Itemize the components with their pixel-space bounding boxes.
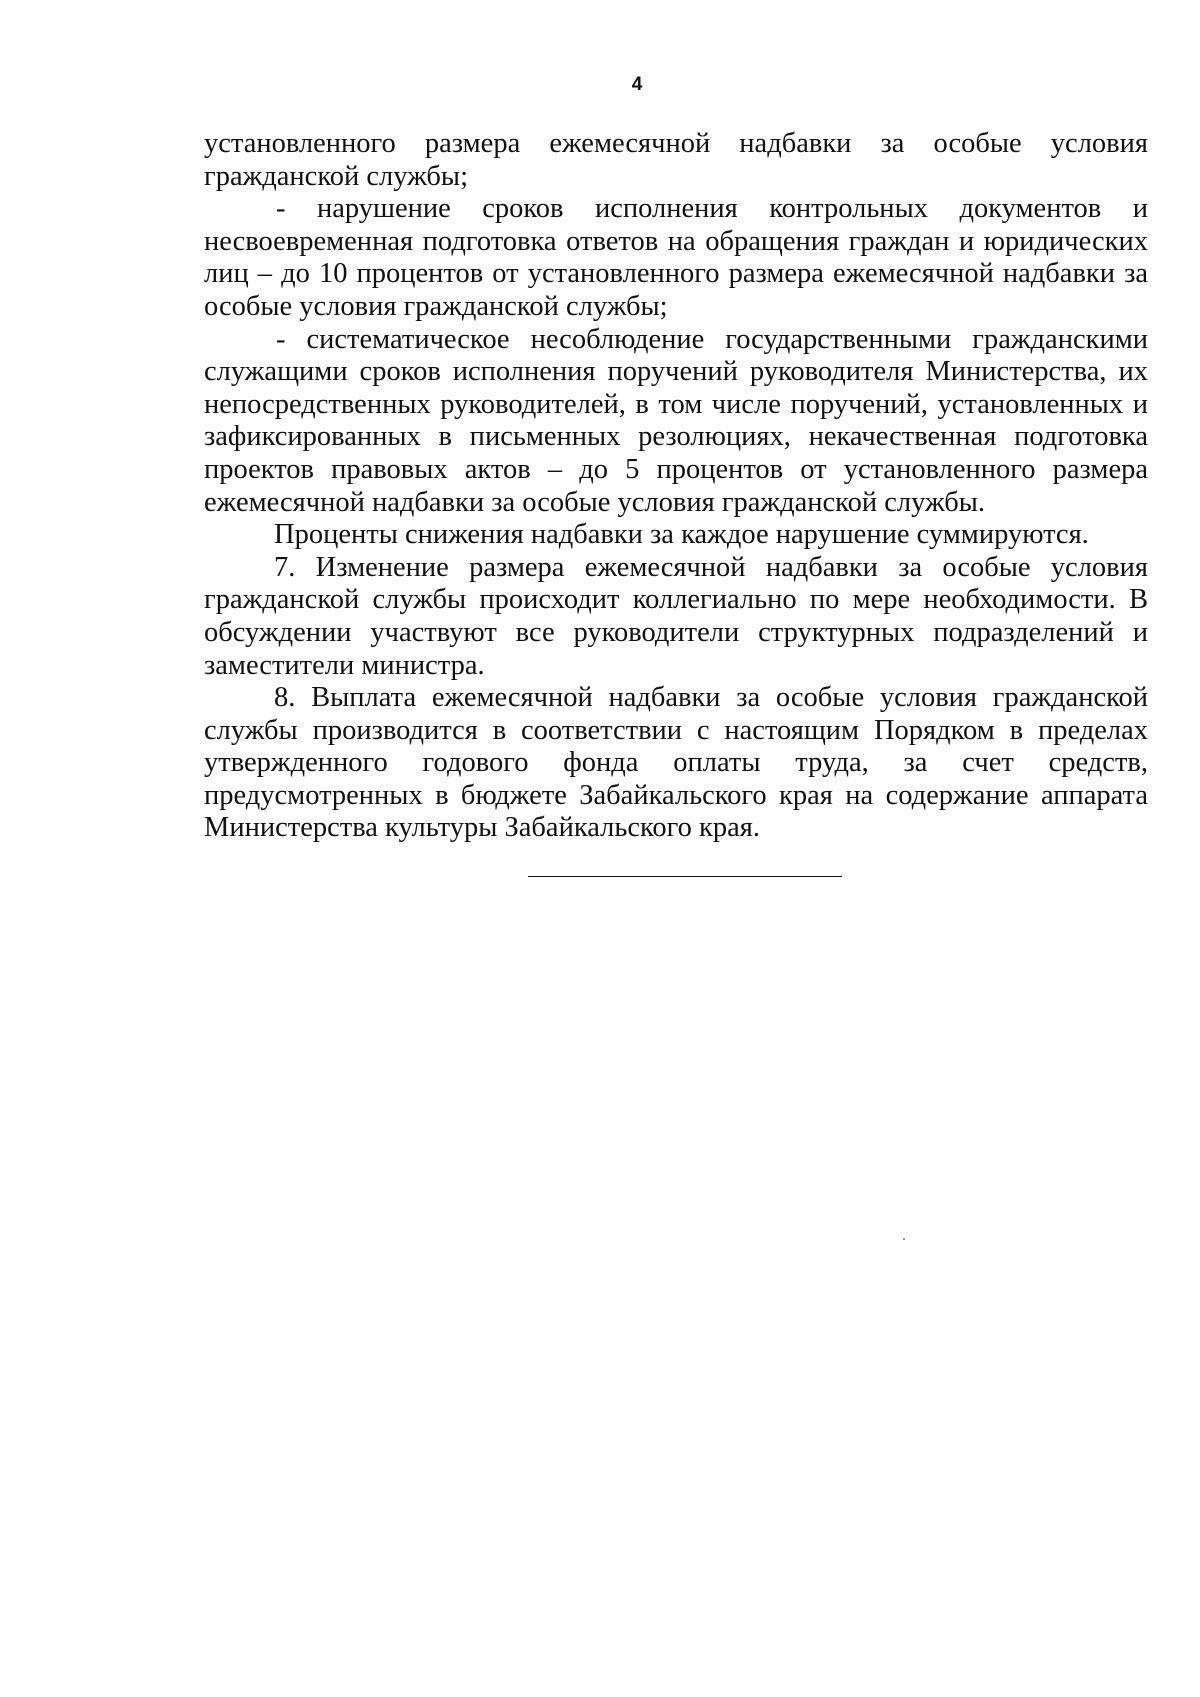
paragraph-item-7: 7. Изменение размера ежемесячной надбавки за особые условия гражданской службы происходит коллегиально по мере необходимости. В обсуждении участвуют все руководители структурных подразделений и заместители министра.	[204, 551, 1148, 681]
paragraph-percent-summation: Проценты снижения надбавки за каждое нарушение суммируются.	[274, 519, 1089, 551]
paragraph-item-8: 8. Выплата ежемесячной надбавки за особые условия гражданской службы производится в соответствии с настоящим Порядком в пределах утвержденного годового фонда оплаты труда, за счет средств, предусмотренных в бюджете Забайкальского края на содержание аппарата Министерства культуры Забайкальского края.	[204, 682, 1148, 844]
end-of-document-rule	[528, 876, 842, 877]
page-number-text: 4	[631, 74, 643, 95]
paragraph-continuation: установленного размера ежемесячной надбавки за особые условия гражданской службы;	[204, 128, 1148, 192]
paragraph-deadline-violation: - нарушение сроков исполнения контрольных документов и несвоевременная подготовка ответов на обращения граждан и юридических лиц – до 10 процентов от установленного размера ежемесячной надбавки за особые условия гражданской службы;	[204, 193, 1148, 322]
document-body	[204, 128, 1148, 845]
page-number	[74, 74, 1200, 96]
paragraph-systematic-violation: - систематическое несоблюдение государственными гражданскими служащими сроков исполнения поручений руководителя Министерства, их непосредственных руководителей, в том числе поручений, установленных и зафиксированных в письменных резолюциях, некачественная подготовка проектов правовых актов – до 5 процентов от установленного размера ежемесячной надбавки за особые условия гражданской службы.	[204, 323, 1148, 518]
scan-speck	[903, 1238, 905, 1240]
